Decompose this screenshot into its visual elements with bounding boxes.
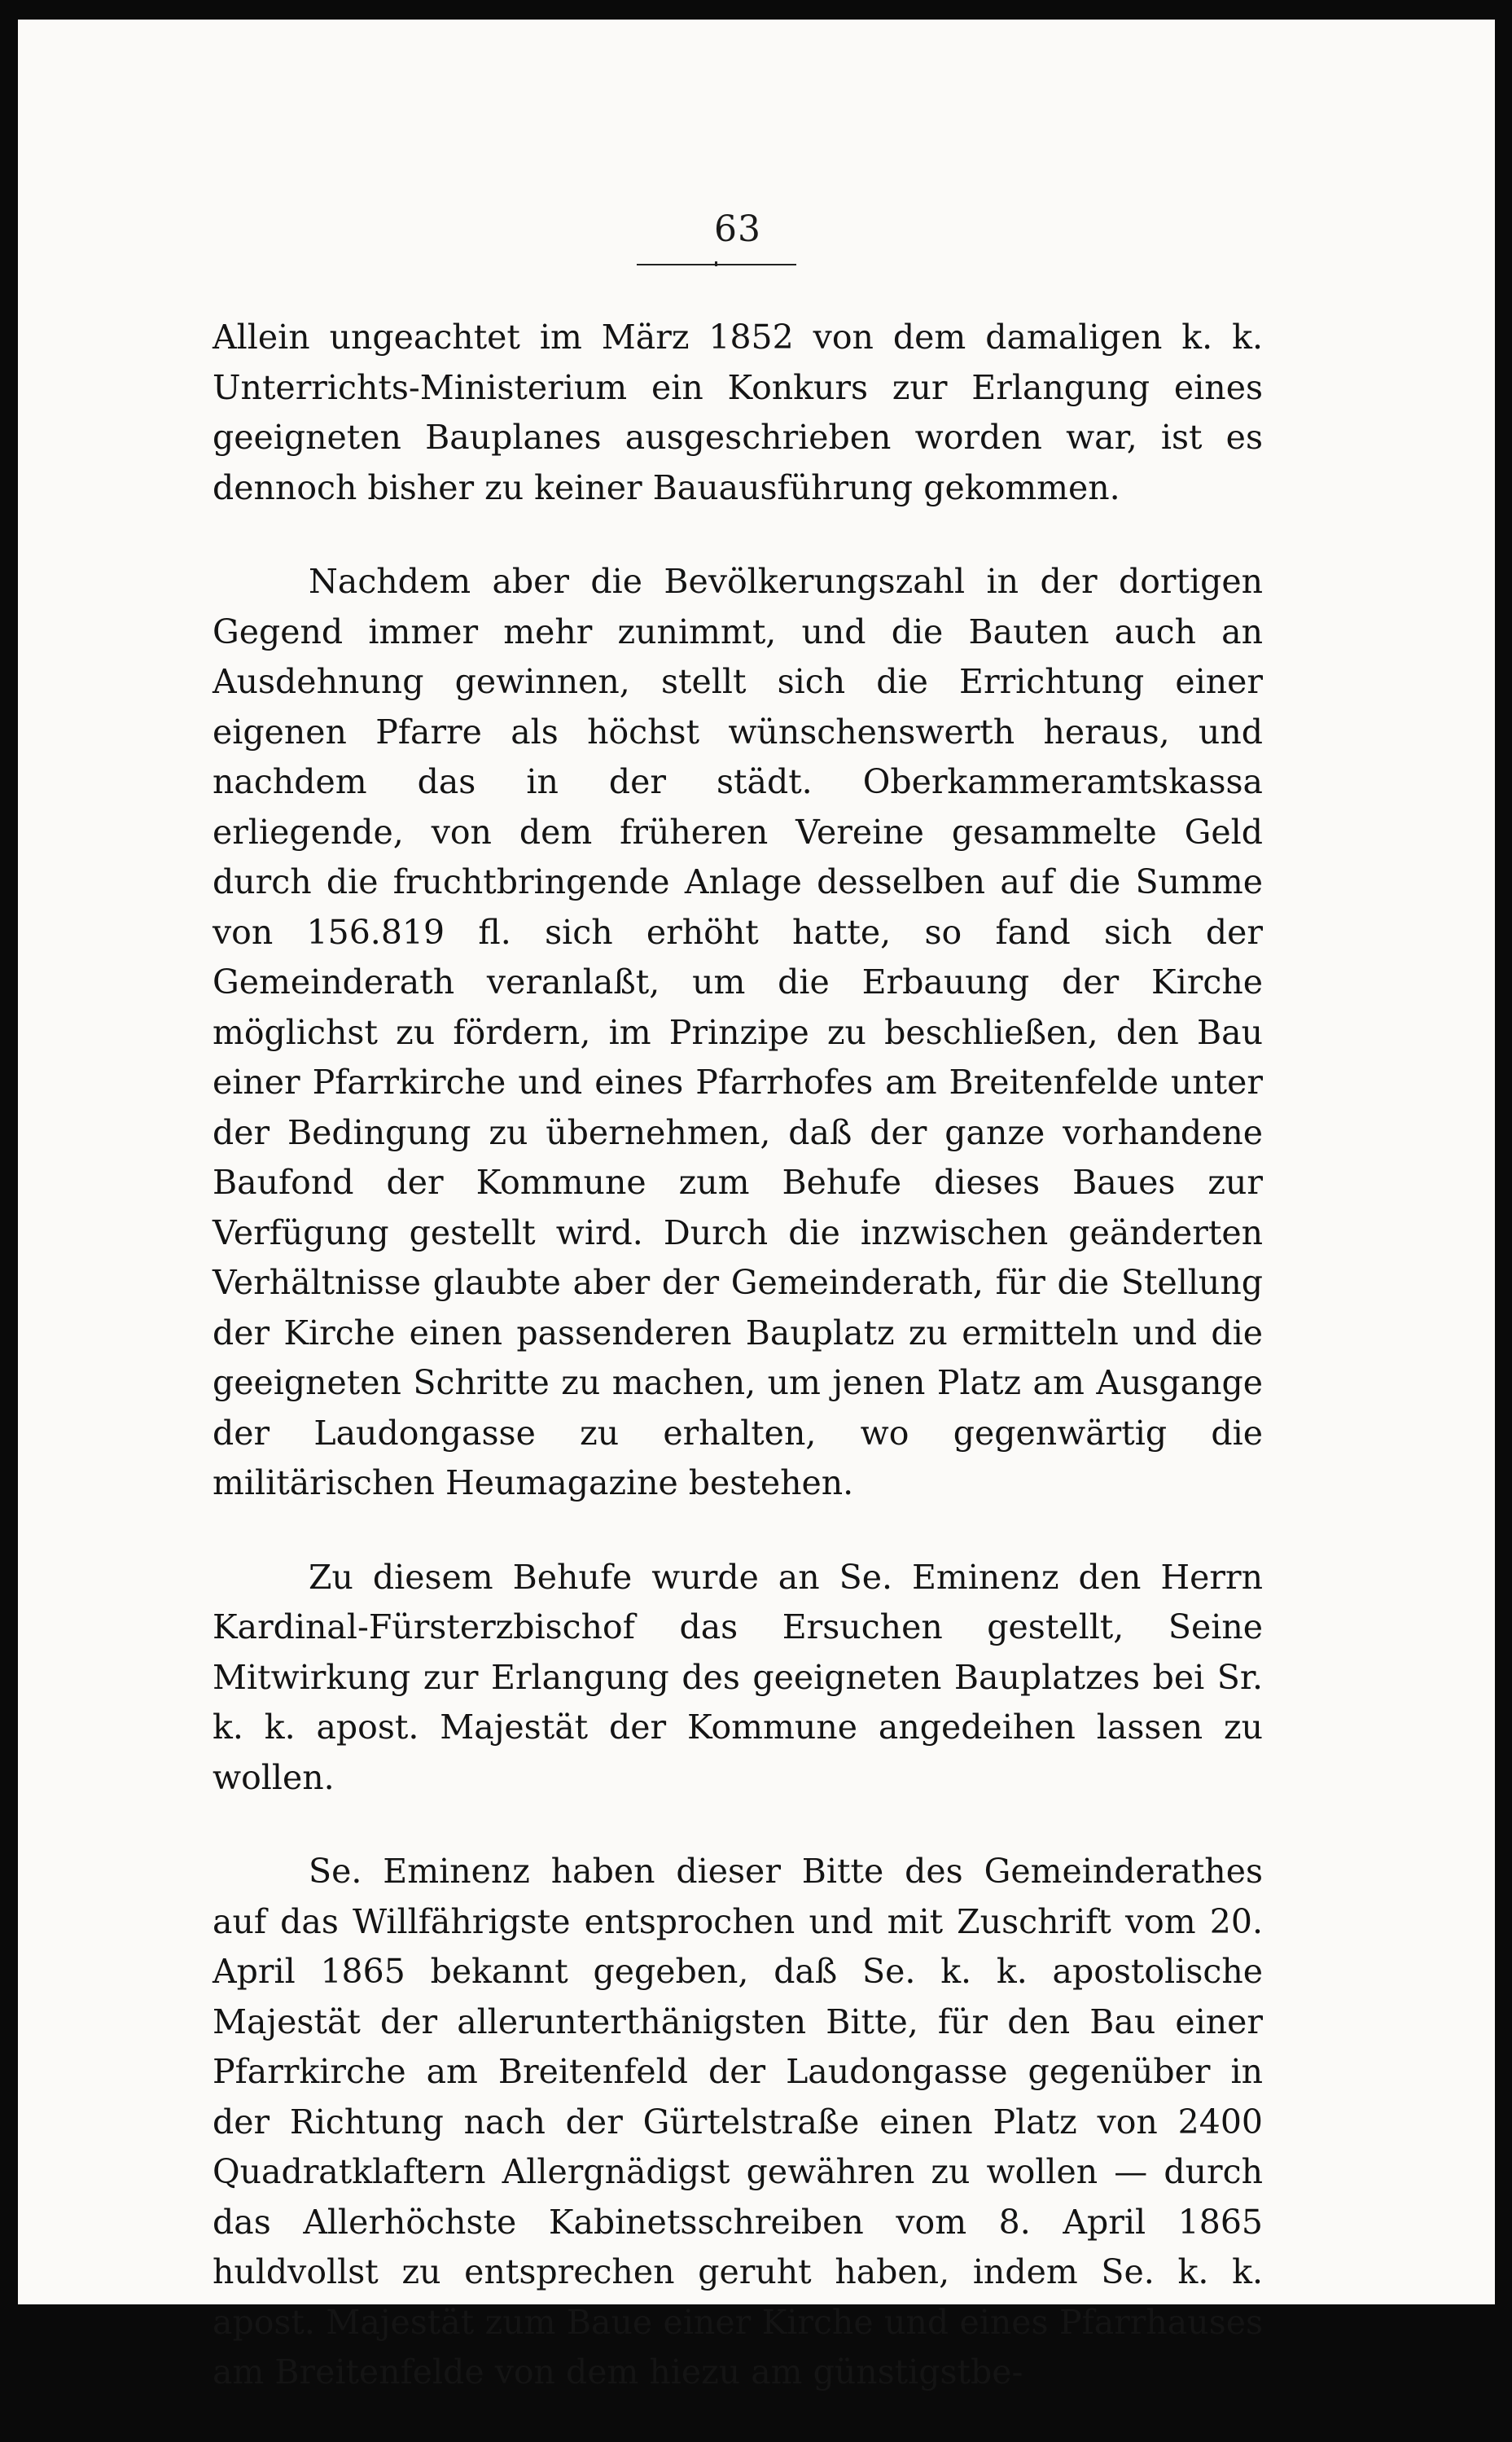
paragraph-1: Allein ungeachtet im März 1852 von dem damaligen k. k. Unterrichts-Ministerium ein Konkurs zur Erlangung eines geeigneten Bauplanes ausgeschrieben worden war, ist es dennoch bisher zu keiner Bauausführung gekommen. (213, 318, 1263, 507)
document-page (18, 20, 1495, 2392)
paragraph-3: Zu diesem Behufe wurde an Se. Eminenz den Herrn Kardinal-Fürsterzbischof das Ersuchen gestellt, Seine Mitwirkung zur Erlangung des geeigneten Bauplatzes bei Sr. k. k. apost. Majestät der Kommune angedeihen lassen zu wollen. (213, 1557, 1263, 1797)
body-text (213, 313, 1263, 2442)
paragraph-2: Nachdem aber die Bevölkerungszahl in der dortigen Gegend immer mehr zunimmt, und die Bauten auch an Ausdehnung gewinnen, stellt sich die Errichtung einer eigenen Pfarre als höchst wünschenswerth heraus, und nachdem das in der städt. Oberkammeramtskassa erliegende, von dem früheren Vereine gesammelte Geld durch die fruchtbringende Anlage desselben auf die Summe von 156.819 fl. sich erhöht hatte, so fand sich der Gemeinderath veranlaßt, um die Erbauung der Kirche möglichst zu fördern, im Prinzipe zu beschließen, den Bau einer Pfarrkirche und eines Pfarrhofes am Breitenfelde unter der Bedingung zu übernehmen, daß der ganze vorhandene Baufond der Kommune zum Behufe dieses Baues zur Verfügung gestellt wird. Durch die inzwischen geänderten Verhältnisse glaubte aber der Gemeinderath, für die Stellung der Kirche einen passenderen Bauplatz zu ermitteln und die geeigneten Schritte zu machen, um jenen Platz am Ausgange der Laudongasse zu erhalten, wo gegenwärtig die militärischen Heumagazine bestehen. (213, 562, 1263, 1502)
page-number: 63 (714, 208, 761, 250)
paragraph-4: Se. Eminenz haben dieser Bitte des Gemeinderathes auf das Willfährigste entsprochen und mit Zuschrift vom 20. April 1865 bekannt gegeben, daß Se. k. k. apostolische Majestät der allerunterthänigsten Bitte, für den Bau einer Pfarrkirche am Breitenfeld der Laudongasse gegenüber in der Richtung nach der Gürtelstraße einen Platz von 2400 Quadratklaftern Allergnädigst gewähren zu wollen — durch das Allerhöchste Kabinetsschreiben vom 8. April 1865 huldvollst zu entsprechen geruht haben, indem Se. k. k. apost. Majestät zum Baue einer Kirche und eines Pfarrhauses am Breitenfelde von dem hiezu am günstigstbe- (213, 1852, 1263, 2392)
page-number-rule-tick (715, 261, 717, 266)
